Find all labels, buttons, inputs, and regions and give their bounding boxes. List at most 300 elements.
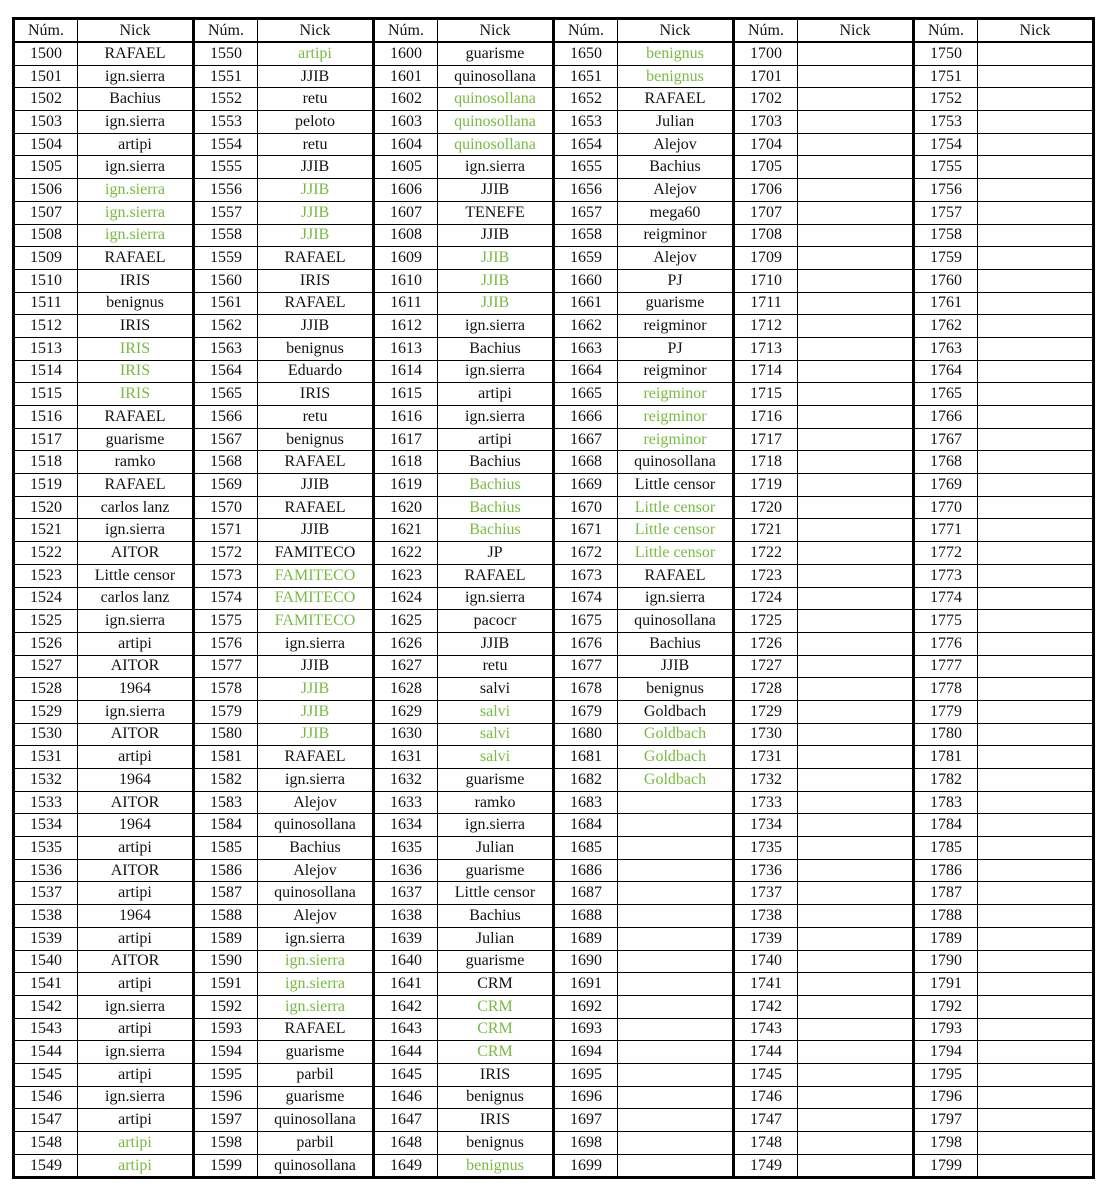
entry-number: 1771 <box>914 519 978 542</box>
entry-nick: artipi <box>438 428 554 451</box>
entry-nick <box>798 111 914 134</box>
entry-nick: Bachius <box>78 88 194 111</box>
entry-nick <box>798 746 914 769</box>
entry-number: 1599 <box>194 1154 258 1178</box>
entry-nick <box>798 337 914 360</box>
entry-number: 1528 <box>14 678 78 701</box>
table-row <box>14 678 1094 701</box>
entry-number: 1791 <box>914 973 978 996</box>
entry-number: 1710 <box>734 269 798 292</box>
entry-nick <box>978 973 1094 996</box>
entry-number: 1784 <box>914 814 978 837</box>
entry-nick <box>978 746 1094 769</box>
entry-number: 1690 <box>554 950 618 973</box>
entry-number: 1543 <box>14 1018 78 1041</box>
entry-nick <box>978 678 1094 701</box>
entry-number: 1691 <box>554 973 618 996</box>
entry-nick <box>798 791 914 814</box>
entry-nick: Goldbach <box>618 700 734 723</box>
table-row <box>14 1018 1094 1041</box>
entry-nick <box>618 927 734 950</box>
entry-number: 1597 <box>194 1109 258 1132</box>
entry-nick: retu <box>258 88 374 111</box>
entry-number: 1504 <box>14 133 78 156</box>
table-row <box>14 973 1094 996</box>
entry-number: 1734 <box>734 814 798 837</box>
entry-nick: Bachius <box>438 496 554 519</box>
entry-nick: Julian <box>618 111 734 134</box>
entry-nick <box>978 769 1094 792</box>
entry-number: 1626 <box>374 632 438 655</box>
entry-number: 1656 <box>554 179 618 202</box>
entry-nick <box>618 1063 734 1086</box>
entry-number: 1511 <box>14 292 78 315</box>
entry-number: 1792 <box>914 995 978 1018</box>
entry-number: 1507 <box>14 201 78 224</box>
entry-number: 1715 <box>734 383 798 406</box>
entry-number: 1516 <box>14 406 78 429</box>
entry-number: 1596 <box>194 1086 258 1109</box>
entry-nick <box>978 1063 1094 1086</box>
table-row <box>14 292 1094 315</box>
entry-number: 1699 <box>554 1154 618 1178</box>
entry-number: 1510 <box>14 269 78 292</box>
entry-nick <box>978 791 1094 814</box>
entry-number: 1755 <box>914 156 978 179</box>
header-num: Núm. <box>374 19 438 43</box>
entry-number: 1633 <box>374 791 438 814</box>
entry-number: 1727 <box>734 655 798 678</box>
entry-nick <box>798 406 914 429</box>
entry-number: 1754 <box>914 133 978 156</box>
header-row <box>14 19 1094 43</box>
entry-nick: AITOR <box>78 791 194 814</box>
entry-nick: guarisme <box>258 1041 374 1064</box>
entry-nick: benignus <box>438 1086 554 1109</box>
entry-nick: Little censor <box>438 882 554 905</box>
entry-number: 1729 <box>734 700 798 723</box>
entry-nick: quinosollana <box>438 133 554 156</box>
entry-number: 1606 <box>374 179 438 202</box>
table-row <box>14 201 1094 224</box>
entry-number: 1714 <box>734 360 798 383</box>
entry-number: 1638 <box>374 905 438 928</box>
entry-nick: guarisme <box>258 1086 374 1109</box>
entry-nick: ramko <box>438 791 554 814</box>
table-row <box>14 1109 1094 1132</box>
entry-nick <box>978 859 1094 882</box>
entry-number: 1585 <box>194 837 258 860</box>
entry-number: 1541 <box>14 973 78 996</box>
entry-number: 1695 <box>554 1063 618 1086</box>
entry-number: 1618 <box>374 451 438 474</box>
entry-nick <box>798 383 914 406</box>
entry-number: 1712 <box>734 315 798 338</box>
table-row <box>14 315 1094 338</box>
entry-nick: JJIB <box>438 179 554 202</box>
table-row <box>14 1041 1094 1064</box>
entry-nick: Goldbach <box>618 723 734 746</box>
table-header <box>14 19 1094 43</box>
entry-nick: IRIS <box>78 383 194 406</box>
entry-nick: benignus <box>438 1154 554 1178</box>
table-row <box>14 337 1094 360</box>
entry-nick: quinosollana <box>438 65 554 88</box>
entry-number: 1637 <box>374 882 438 905</box>
entry-nick: Eduardo <box>258 360 374 383</box>
entry-number: 1556 <box>194 179 258 202</box>
entry-number: 1677 <box>554 655 618 678</box>
entry-number: 1682 <box>554 769 618 792</box>
entry-nick: Alejov <box>258 859 374 882</box>
entry-nick: ign.sierra <box>78 1086 194 1109</box>
entry-nick: AITOR <box>78 723 194 746</box>
document-page <box>12 17 1095 1179</box>
entry-number: 1674 <box>554 587 618 610</box>
entry-number: 1619 <box>374 474 438 497</box>
entry-nick: Alejov <box>618 133 734 156</box>
entry-nick: benignus <box>618 65 734 88</box>
entry-number: 1506 <box>14 179 78 202</box>
entry-number: 1661 <box>554 292 618 315</box>
entry-number: 1581 <box>194 746 258 769</box>
entry-number: 1586 <box>194 859 258 882</box>
entry-number: 1788 <box>914 905 978 928</box>
entry-nick <box>978 1086 1094 1109</box>
entry-nick: Alejov <box>258 905 374 928</box>
entry-number: 1603 <box>374 111 438 134</box>
entry-nick <box>798 859 914 882</box>
entry-number: 1589 <box>194 927 258 950</box>
entry-nick <box>618 905 734 928</box>
entry-number: 1716 <box>734 406 798 429</box>
entry-number: 1627 <box>374 655 438 678</box>
entry-number: 1654 <box>554 133 618 156</box>
table-row <box>14 383 1094 406</box>
table-row <box>14 610 1094 633</box>
entry-nick <box>798 224 914 247</box>
entry-number: 1753 <box>914 111 978 134</box>
entry-number: 1749 <box>734 1154 798 1178</box>
entry-nick <box>798 995 914 1018</box>
entry-nick <box>978 905 1094 928</box>
entry-number: 1671 <box>554 519 618 542</box>
entry-number: 1518 <box>14 451 78 474</box>
entry-nick: CRM <box>438 995 554 1018</box>
entry-number: 1630 <box>374 723 438 746</box>
entry-nick: Little censor <box>618 474 734 497</box>
entry-nick <box>798 655 914 678</box>
entry-nick: JP <box>438 542 554 565</box>
entry-nick: retu <box>258 133 374 156</box>
entry-nick: ign.sierra <box>78 700 194 723</box>
entry-number: 1523 <box>14 564 78 587</box>
entry-nick <box>978 700 1094 723</box>
entry-nick: 1964 <box>78 769 194 792</box>
entry-nick <box>978 224 1094 247</box>
entry-number: 1726 <box>734 632 798 655</box>
entry-number: 1529 <box>14 700 78 723</box>
entry-number: 1532 <box>14 769 78 792</box>
table-row <box>14 723 1094 746</box>
entry-number: 1536 <box>14 859 78 882</box>
entry-nick: Goldbach <box>618 746 734 769</box>
entry-number: 1573 <box>194 564 258 587</box>
entry-number: 1580 <box>194 723 258 746</box>
entry-number: 1607 <box>374 201 438 224</box>
entry-nick <box>798 1086 914 1109</box>
entry-number: 1687 <box>554 882 618 905</box>
entry-nick: JJIB <box>438 224 554 247</box>
entry-nick <box>978 65 1094 88</box>
entry-nick: Bachius <box>438 519 554 542</box>
entry-nick <box>798 133 914 156</box>
entry-number: 1560 <box>194 269 258 292</box>
registry-table <box>12 17 1095 1179</box>
entry-number: 1569 <box>194 474 258 497</box>
entry-number: 1670 <box>554 496 618 519</box>
entry-number: 1546 <box>14 1086 78 1109</box>
entry-nick: artipi <box>78 746 194 769</box>
entry-number: 1679 <box>554 700 618 723</box>
entry-nick: RAFAEL <box>258 451 374 474</box>
entry-nick <box>978 383 1094 406</box>
entry-number: 1547 <box>14 1109 78 1132</box>
entry-nick <box>978 882 1094 905</box>
entry-nick <box>618 973 734 996</box>
entry-nick <box>618 1132 734 1155</box>
entry-nick: artipi <box>258 42 374 65</box>
entry-nick: ign.sierra <box>438 587 554 610</box>
entry-number: 1562 <box>194 315 258 338</box>
entry-number: 1535 <box>14 837 78 860</box>
table-row <box>14 179 1094 202</box>
entry-nick <box>978 519 1094 542</box>
entry-number: 1676 <box>554 632 618 655</box>
entry-nick: ign.sierra <box>618 587 734 610</box>
entry-nick: AITOR <box>78 655 194 678</box>
entry-number: 1600 <box>374 42 438 65</box>
entry-nick: guarisme <box>438 950 554 973</box>
entry-nick <box>978 610 1094 633</box>
entry-nick: JJIB <box>258 156 374 179</box>
entry-nick <box>618 882 734 905</box>
entry-nick <box>798 1018 914 1041</box>
entry-number: 1649 <box>374 1154 438 1178</box>
entry-nick: FAMITECO <box>258 542 374 565</box>
entry-nick <box>618 791 734 814</box>
entry-number: 1522 <box>14 542 78 565</box>
entry-number: 1640 <box>374 950 438 973</box>
entry-number: 1620 <box>374 496 438 519</box>
entry-nick <box>978 88 1094 111</box>
entry-number: 1760 <box>914 269 978 292</box>
entry-number: 1766 <box>914 406 978 429</box>
entry-nick: benignus <box>618 678 734 701</box>
entry-nick: reigminor <box>618 315 734 338</box>
table-row <box>14 1132 1094 1155</box>
entry-number: 1636 <box>374 859 438 882</box>
entry-number: 1752 <box>914 88 978 111</box>
entry-nick: carlos lanz <box>78 496 194 519</box>
entry-number: 1567 <box>194 428 258 451</box>
entry-nick: IRIS <box>258 269 374 292</box>
entry-number: 1711 <box>734 292 798 315</box>
entry-nick: JJIB <box>438 247 554 270</box>
entry-nick: RAFAEL <box>618 88 734 111</box>
header-num: Núm. <box>734 19 798 43</box>
entry-nick <box>978 111 1094 134</box>
entry-number: 1577 <box>194 655 258 678</box>
table-row <box>14 496 1094 519</box>
entry-number: 1795 <box>914 1063 978 1086</box>
entry-nick: RAFAEL <box>258 247 374 270</box>
entry-nick <box>978 814 1094 837</box>
entry-nick: AITOR <box>78 542 194 565</box>
entry-nick: JJIB <box>258 519 374 542</box>
entry-number: 1610 <box>374 269 438 292</box>
entry-nick: JJIB <box>258 723 374 746</box>
entry-number: 1763 <box>914 337 978 360</box>
header-num: Núm. <box>194 19 258 43</box>
entry-nick <box>978 1132 1094 1155</box>
entry-nick: Alejov <box>258 791 374 814</box>
entry-number: 1773 <box>914 564 978 587</box>
entry-nick <box>978 156 1094 179</box>
entry-number: 1590 <box>194 950 258 973</box>
entry-nick <box>798 1109 914 1132</box>
entry-number: 1576 <box>194 632 258 655</box>
entry-number: 1534 <box>14 814 78 837</box>
entry-number: 1783 <box>914 791 978 814</box>
entry-nick <box>978 542 1094 565</box>
entry-nick: RAFAEL <box>78 406 194 429</box>
entry-number: 1692 <box>554 995 618 1018</box>
entry-number: 1512 <box>14 315 78 338</box>
entry-number: 1594 <box>194 1041 258 1064</box>
entry-nick <box>978 1041 1094 1064</box>
entry-number: 1675 <box>554 610 618 633</box>
table-row <box>14 746 1094 769</box>
entry-nick: guarisme <box>438 769 554 792</box>
entry-nick: ign.sierra <box>78 995 194 1018</box>
entry-number: 1772 <box>914 542 978 565</box>
header-nick: Nick <box>78 19 194 43</box>
entry-number: 1521 <box>14 519 78 542</box>
entry-number: 1524 <box>14 587 78 610</box>
entry-number: 1701 <box>734 65 798 88</box>
entry-nick <box>798 42 914 65</box>
entry-number: 1747 <box>734 1109 798 1132</box>
entry-nick <box>978 655 1094 678</box>
entry-number: 1592 <box>194 995 258 1018</box>
entry-number: 1725 <box>734 610 798 633</box>
entry-nick <box>798 700 914 723</box>
entry-number: 1785 <box>914 837 978 860</box>
table-row <box>14 791 1094 814</box>
entry-nick <box>798 269 914 292</box>
entry-nick <box>798 837 914 860</box>
entry-nick <box>798 610 914 633</box>
entry-nick: reigminor <box>618 406 734 429</box>
table-row <box>14 655 1094 678</box>
entry-nick <box>978 1018 1094 1041</box>
entry-number: 1731 <box>734 746 798 769</box>
entry-number: 1680 <box>554 723 618 746</box>
entry-number: 1624 <box>374 587 438 610</box>
entry-number: 1632 <box>374 769 438 792</box>
entry-number: 1584 <box>194 814 258 837</box>
entry-nick: TENEFE <box>438 201 554 224</box>
entry-number: 1570 <box>194 496 258 519</box>
entry-number: 1641 <box>374 973 438 996</box>
entry-number: 1614 <box>374 360 438 383</box>
entry-number: 1688 <box>554 905 618 928</box>
entry-number: 1719 <box>734 474 798 497</box>
entry-number: 1790 <box>914 950 978 973</box>
entry-number: 1514 <box>14 360 78 383</box>
entry-number: 1553 <box>194 111 258 134</box>
entry-nick <box>978 587 1094 610</box>
entry-number: 1737 <box>734 882 798 905</box>
entry-number: 1508 <box>14 224 78 247</box>
entry-number: 1663 <box>554 337 618 360</box>
entry-number: 1665 <box>554 383 618 406</box>
entry-number: 1555 <box>194 156 258 179</box>
entry-number: 1769 <box>914 474 978 497</box>
entry-nick <box>978 406 1094 429</box>
entry-number: 1713 <box>734 337 798 360</box>
entry-number: 1694 <box>554 1041 618 1064</box>
entry-number: 1756 <box>914 179 978 202</box>
entry-number: 1648 <box>374 1132 438 1155</box>
entry-nick <box>798 88 914 111</box>
entry-nick: quinosollana <box>258 1109 374 1132</box>
entry-nick: Bachius <box>258 837 374 860</box>
entry-nick: guarisme <box>438 859 554 882</box>
entry-number: 1502 <box>14 88 78 111</box>
entry-nick: reigminor <box>618 383 734 406</box>
entry-nick: ign.sierra <box>438 156 554 179</box>
entry-nick: 1964 <box>78 905 194 928</box>
entry-nick: CRM <box>438 973 554 996</box>
entry-nick: Bachius <box>438 905 554 928</box>
table-row <box>14 474 1094 497</box>
entry-number: 1621 <box>374 519 438 542</box>
entry-nick: 1964 <box>78 814 194 837</box>
entry-nick: Bachius <box>438 337 554 360</box>
entry-nick: reigminor <box>618 428 734 451</box>
table-row <box>14 882 1094 905</box>
table-row <box>14 1086 1094 1109</box>
entry-number: 1697 <box>554 1109 618 1132</box>
entry-number: 1533 <box>14 791 78 814</box>
entry-nick: ign.sierra <box>78 519 194 542</box>
entry-number: 1743 <box>734 1018 798 1041</box>
entry-number: 1770 <box>914 496 978 519</box>
entry-number: 1609 <box>374 247 438 270</box>
entry-number: 1550 <box>194 42 258 65</box>
entry-number: 1635 <box>374 837 438 860</box>
entry-number: 1774 <box>914 587 978 610</box>
entry-number: 1666 <box>554 406 618 429</box>
entry-nick <box>798 65 914 88</box>
entry-nick <box>978 179 1094 202</box>
entry-nick: quinosollana <box>258 882 374 905</box>
entry-nick: FAMITECO <box>258 587 374 610</box>
entry-nick: RAFAEL <box>258 746 374 769</box>
entry-nick: guarisme <box>78 428 194 451</box>
